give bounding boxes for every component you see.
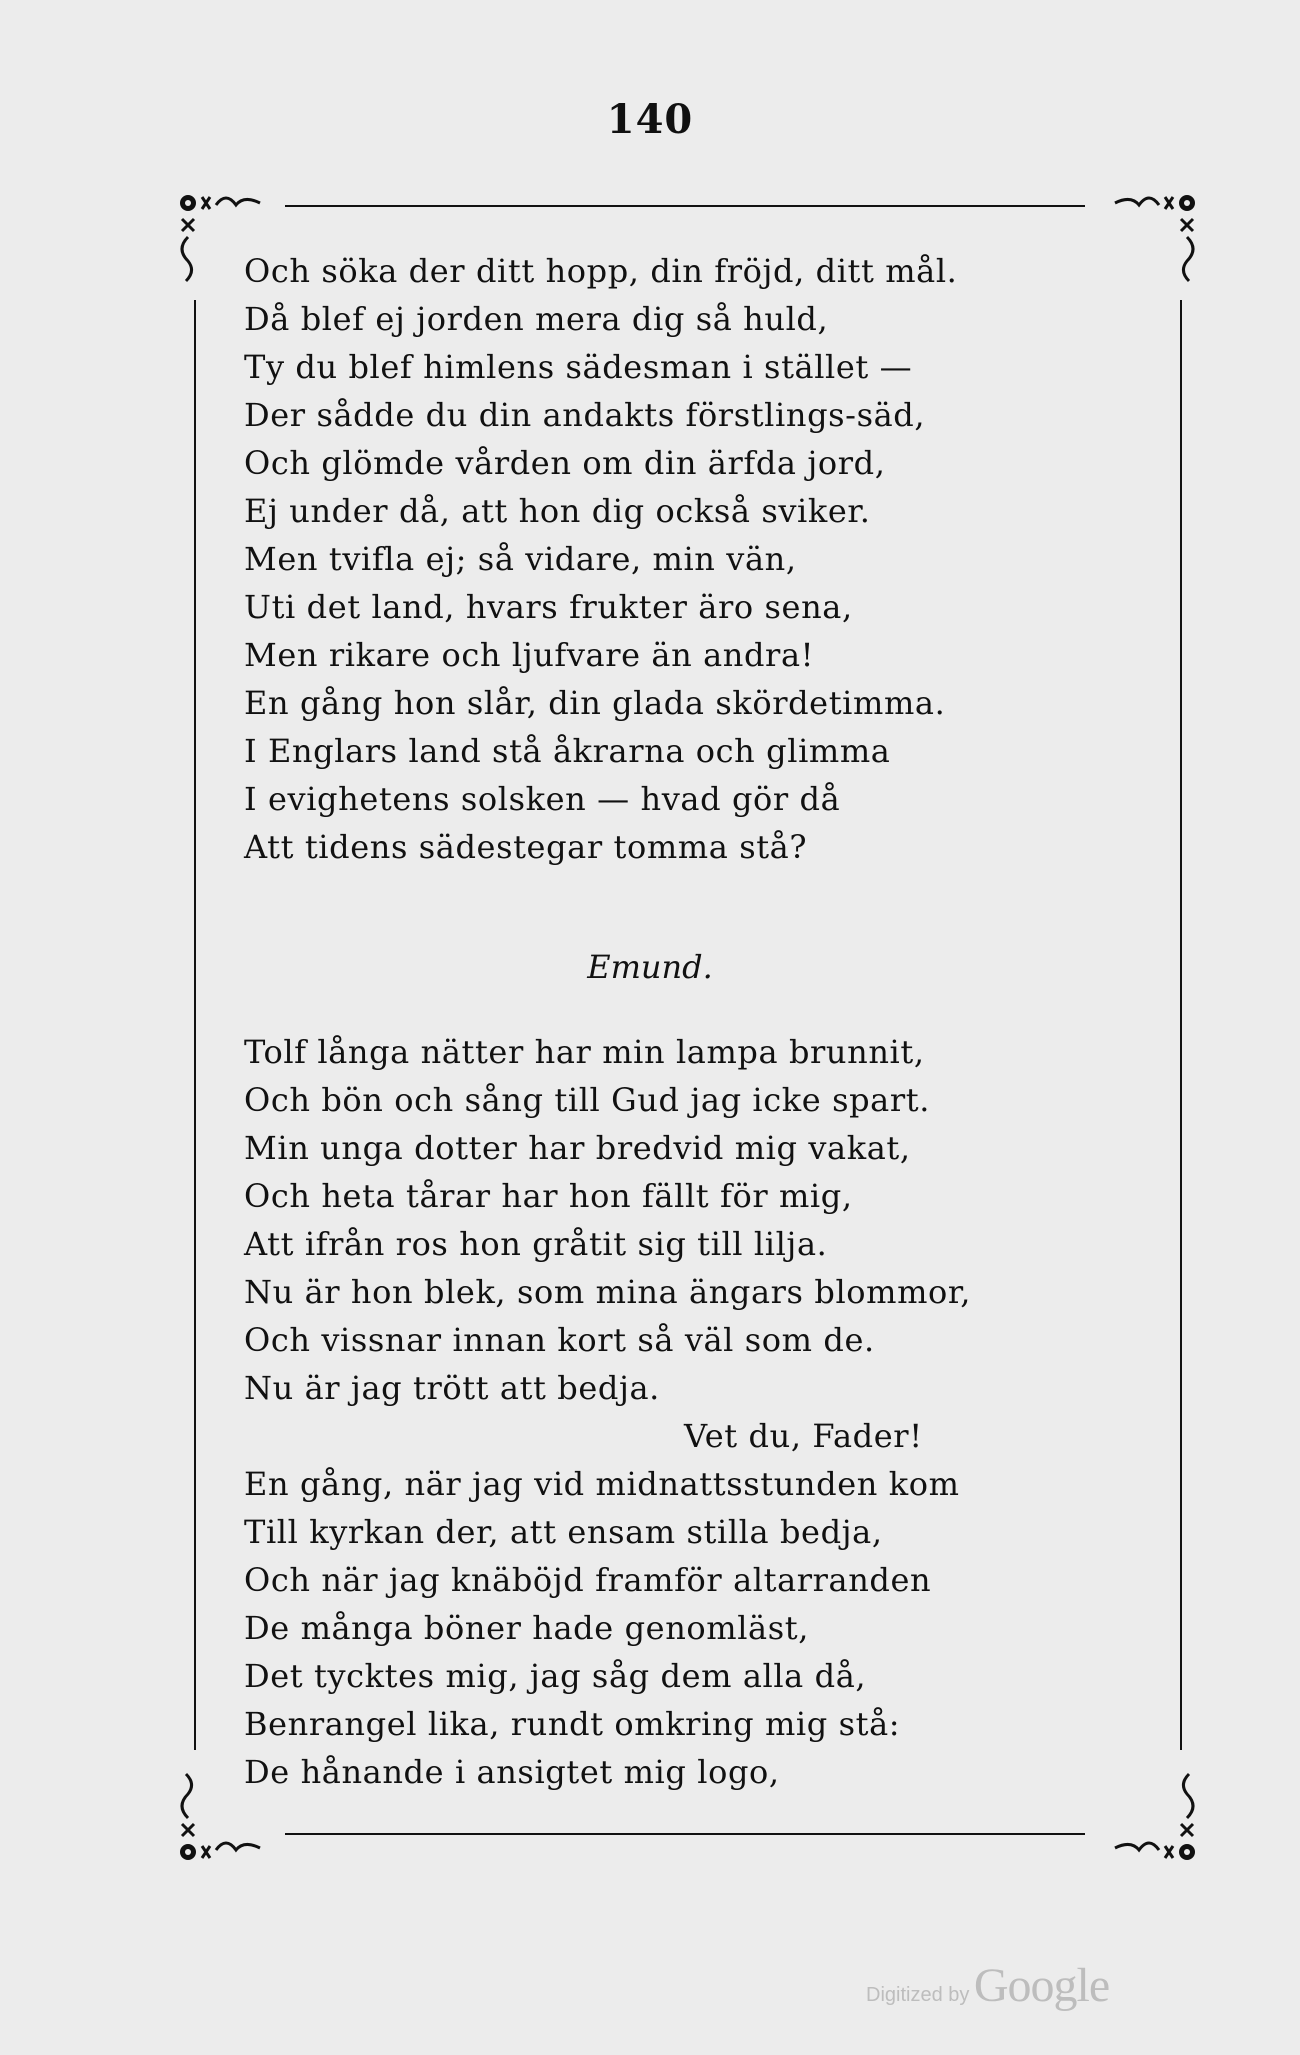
verse-line: De hånande i ansigtet mig logo, bbox=[244, 1753, 780, 1791]
verse-line: Min unga dotter har bredvid mig vakat, bbox=[244, 1129, 911, 1167]
watermark-brand: Google bbox=[973, 1959, 1110, 2012]
frame-bottom-line bbox=[285, 1833, 1085, 1835]
verse-line: De många böner hade genomläst, bbox=[244, 1609, 809, 1647]
frame-right-line bbox=[1180, 300, 1182, 1750]
verse-line: En gång, när jag vid midnattsstunden kom bbox=[244, 1465, 960, 1503]
verse-line: I Englars land stå åkrarna och glimma bbox=[244, 732, 891, 770]
verse-line: Der sådde du din andakts förstlings-säd, bbox=[244, 396, 926, 434]
verse-line: Uti det land, hvars frukter äro sena, bbox=[244, 588, 853, 626]
ornament-bottom-right-icon bbox=[1095, 1760, 1205, 1870]
verse-line: Men rikare och ljufvare än andra! bbox=[244, 636, 815, 674]
verse-line: Och när jag knäböjd framför altarranden bbox=[244, 1561, 932, 1599]
verse-line: Nu är hon blek, som mina ängars blommor, bbox=[244, 1273, 972, 1311]
page-number: 140 bbox=[606, 96, 694, 143]
verse-line: Då blef ej jorden mera dig så huld, bbox=[244, 300, 829, 338]
indented-verse-line: Vet du, Fader! bbox=[684, 1417, 923, 1455]
verse-line: Till kyrkan der, att ensam stilla bedja, bbox=[244, 1513, 883, 1551]
verse-line: En gång hon slår, din glada skördetimma. bbox=[244, 684, 946, 722]
verse-line: Och söka der ditt hopp, din fröjd, ditt mål. bbox=[244, 252, 958, 290]
digitized-watermark bbox=[866, 1958, 1109, 2013]
frame-left-line bbox=[194, 300, 196, 1750]
first-passage bbox=[244, 247, 1064, 871]
ornament-top-right-icon bbox=[1095, 185, 1205, 295]
verse-line: Att tidens sädestegar tomma stå? bbox=[244, 828, 808, 866]
watermark-prefix: Digitized by bbox=[866, 1984, 970, 2006]
verse-line: Och glömde vården om din ärfda jord, bbox=[244, 444, 886, 482]
speaker-heading: Emund. bbox=[587, 948, 713, 986]
verse-line: Ej under då, att hon dig också sviker. bbox=[244, 492, 871, 530]
second-passage bbox=[244, 1028, 1064, 1796]
verse-line: Men tvifla ej; så vidare, min vän, bbox=[244, 540, 797, 578]
verse-line: Nu är jag trött att bedja. bbox=[244, 1369, 660, 1407]
verse-line: Och vissnar innan kort så väl som de. bbox=[244, 1321, 875, 1359]
verse-line: Och heta tårar har hon fällt för mig, bbox=[244, 1177, 853, 1215]
verse-line: Ty du blef himlens sädesman i stället — bbox=[244, 348, 913, 386]
verse-line: Benrangel lika, rundt omkring mig stå: bbox=[244, 1705, 901, 1743]
frame-top-line bbox=[285, 205, 1085, 207]
verse-line: I evighetens solsken — hvad gör då bbox=[244, 780, 841, 818]
verse-line: Att ifrån ros hon gråtit sig till lilja. bbox=[244, 1225, 828, 1263]
verse-line: Tolf långa nätter har min lampa brunnit, bbox=[244, 1033, 925, 1071]
verse-line: Och bön och sång till Gud jag icke spart. bbox=[244, 1081, 930, 1119]
verse-line: Det tycktes mig, jag såg dem alla då, bbox=[244, 1657, 867, 1695]
